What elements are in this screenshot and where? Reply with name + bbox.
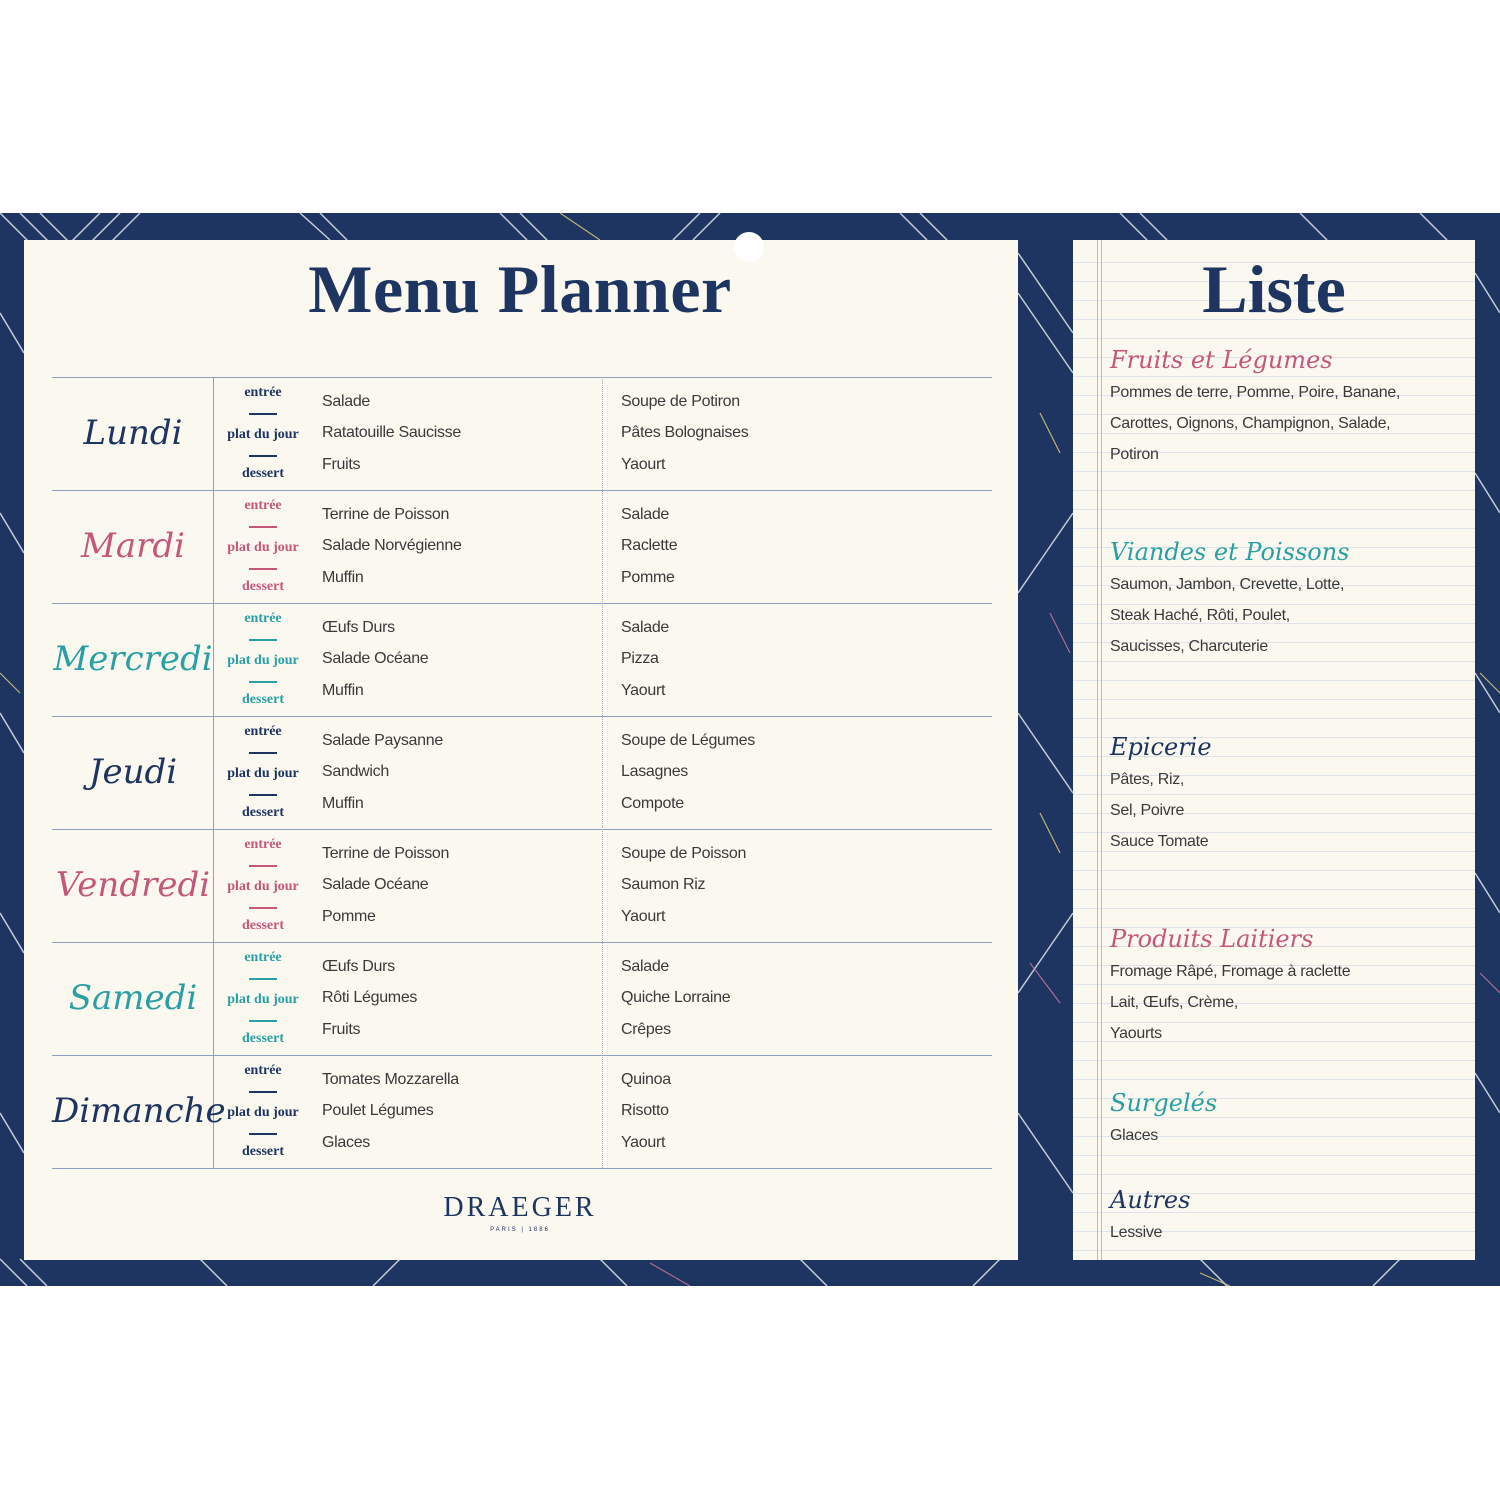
dinner-dish: Salade <box>621 506 670 523</box>
dinner-dish: Crêpes <box>621 1021 671 1038</box>
row-divider <box>52 490 992 491</box>
course-separator <box>249 1091 277 1093</box>
list-category-heading: Autres <box>1110 1186 1191 1214</box>
list-item-line: Saumon, Jambon, Crevette, Lotte, <box>1110 576 1345 593</box>
list-item-line: Glaces <box>1110 1127 1158 1144</box>
lunch-dish: Salade Océane <box>322 876 429 893</box>
lunch-dish: Muffin <box>322 795 364 812</box>
dinner-dish: Yaourt <box>621 456 666 473</box>
course-label: dessert <box>242 1031 284 1046</box>
dinner-dish: Yaourt <box>621 1134 666 1151</box>
lunch-dish: Poulet Légumes <box>322 1102 434 1119</box>
row-divider <box>52 716 992 717</box>
list-item-line: Lessive <box>1110 1224 1163 1241</box>
lunch-dish: Terrine de Poisson <box>322 506 450 523</box>
lunch-dish: Salade Paysanne <box>322 732 443 749</box>
dinner-dish: Pâtes Bolognaises <box>621 424 749 441</box>
course-separator <box>249 681 277 683</box>
course-label: entrée <box>244 385 282 400</box>
course-label: dessert <box>242 805 284 820</box>
dinner-dish: Soupe de Légumes <box>621 732 755 749</box>
row-divider <box>52 829 992 830</box>
dinner-dish: Soupe de Poisson <box>621 845 747 862</box>
dinner-dish: Pizza <box>621 650 659 667</box>
day-name: Lundi <box>83 413 183 453</box>
dinner-dish: Raclette <box>621 537 678 554</box>
course-label: plat du jour <box>227 540 299 555</box>
lunch-dish: Muffin <box>322 682 364 699</box>
list-category-heading: Epicerie <box>1110 733 1212 761</box>
course-label: dessert <box>242 692 284 707</box>
list-item-line: Sel, Poivre <box>1110 802 1185 819</box>
lunch-dish: Tomates Mozzarella <box>322 1071 459 1088</box>
dinner-dish: Pomme <box>621 569 675 586</box>
column-divider-dotted <box>602 377 603 1168</box>
course-separator <box>249 413 277 415</box>
lunch-dish: Sandwich <box>322 763 389 780</box>
dinner-dish: Salade <box>621 619 670 636</box>
page-title: Menu Planner <box>308 251 732 327</box>
list-category-heading: Surgelés <box>1110 1089 1218 1117</box>
course-label: entrée <box>244 1063 282 1078</box>
margin-line <box>1097 240 1098 1260</box>
course-separator <box>249 639 277 641</box>
lunch-dish: Salade Océane <box>322 650 429 667</box>
dinner-dish: Yaourt <box>621 908 666 925</box>
margin-line <box>1101 240 1102 1260</box>
course-label: entrée <box>244 611 282 626</box>
list-item-line: Lait, Œufs, Crème, <box>1110 994 1238 1011</box>
course-label: plat du jour <box>227 1105 299 1120</box>
dinner-dish: Risotto <box>621 1102 669 1119</box>
course-separator <box>249 907 277 909</box>
course-label: dessert <box>242 1144 284 1159</box>
dinner-dish: Soupe de Potiron <box>621 393 740 410</box>
dinner-dish: Salade <box>621 958 670 975</box>
day-name: Vendredi <box>55 865 211 905</box>
lunch-dish: Œufs Durs <box>322 958 395 975</box>
day-name: Mardi <box>81 526 185 566</box>
day-name: Mercredi <box>53 639 213 679</box>
course-separator <box>249 978 277 980</box>
course-separator <box>249 865 277 867</box>
dinner-dish: Yaourt <box>621 682 666 699</box>
list-item-line: Fromage Râpé, Fromage à raclette <box>1110 963 1351 980</box>
course-separator <box>249 526 277 528</box>
course-label: plat du jour <box>227 766 299 781</box>
lunch-dish: Rôti Légumes <box>322 989 418 1006</box>
course-separator <box>249 568 277 570</box>
list-category-heading: Fruits et Légumes <box>1110 346 1333 374</box>
course-separator <box>249 752 277 754</box>
row-divider <box>52 1168 992 1169</box>
dinner-dish: Saumon Riz <box>621 876 706 893</box>
lunch-dish: Fruits <box>322 456 361 473</box>
lunch-dish: Pomme <box>322 908 376 925</box>
list-item-line: Steak Haché, Rôti, Poulet, <box>1110 607 1290 624</box>
course-separator <box>249 794 277 796</box>
list-item-line: Pommes de terre, Pomme, Poire, Banane, <box>1110 384 1401 401</box>
course-separator <box>249 1133 277 1135</box>
course-label: dessert <box>242 918 284 933</box>
dinner-dish: Quinoa <box>621 1071 671 1088</box>
list-category-heading: Viandes et Poissons <box>1110 538 1350 566</box>
row-divider <box>52 1055 992 1056</box>
lunch-dish: Terrine de Poisson <box>322 845 450 862</box>
list-item-line: Potiron <box>1110 446 1159 463</box>
course-label: entrée <box>244 950 282 965</box>
course-label: dessert <box>242 466 284 481</box>
day-name: Dimanche <box>52 1091 226 1131</box>
course-label: plat du jour <box>227 992 299 1007</box>
course-label: plat du jour <box>227 879 299 894</box>
row-divider <box>52 377 992 378</box>
lunch-dish: Œufs Durs <box>322 619 395 636</box>
course-label: dessert <box>242 579 284 594</box>
row-divider <box>52 603 992 604</box>
list-title: Liste <box>1202 251 1346 327</box>
course-label: plat du jour <box>227 427 299 442</box>
list-item-line: Pâtes, Riz, <box>1110 771 1185 788</box>
course-separator <box>249 455 277 457</box>
lunch-dish: Fruits <box>322 1021 361 1038</box>
list-category-heading: Produits Laitiers <box>1110 925 1314 953</box>
lunch-dish: Glaces <box>322 1134 370 1151</box>
lunch-dish: Salade Norvégienne <box>322 537 462 554</box>
lunch-dish: Muffin <box>322 569 364 586</box>
course-separator <box>249 1020 277 1022</box>
day-name: Jeudi <box>88 752 178 792</box>
row-divider <box>52 942 992 943</box>
course-label: entrée <box>244 724 282 739</box>
brand-subtitle: PARIS | 1886 <box>490 1227 550 1233</box>
lunch-dish: Salade <box>322 393 371 410</box>
dinner-dish: Quiche Lorraine <box>621 989 731 1006</box>
list-item-line: Carottes, Oignons, Champignon, Salade, <box>1110 415 1391 432</box>
course-label: entrée <box>244 498 282 513</box>
list-item-line: Yaourts <box>1110 1025 1162 1042</box>
lunch-dish: Ratatouille Saucisse <box>322 424 461 441</box>
course-label: entrée <box>244 837 282 852</box>
brand-logo: DRAEGER <box>443 1192 597 1223</box>
course-label: plat du jour <box>227 653 299 668</box>
day-name: Samedi <box>68 978 198 1018</box>
dinner-dish: Lasagnes <box>621 763 688 780</box>
dinner-dish: Compote <box>621 795 684 812</box>
list-item-line: Saucisses, Charcuterie <box>1110 638 1268 655</box>
list-item-line: Sauce Tomate <box>1110 833 1209 850</box>
